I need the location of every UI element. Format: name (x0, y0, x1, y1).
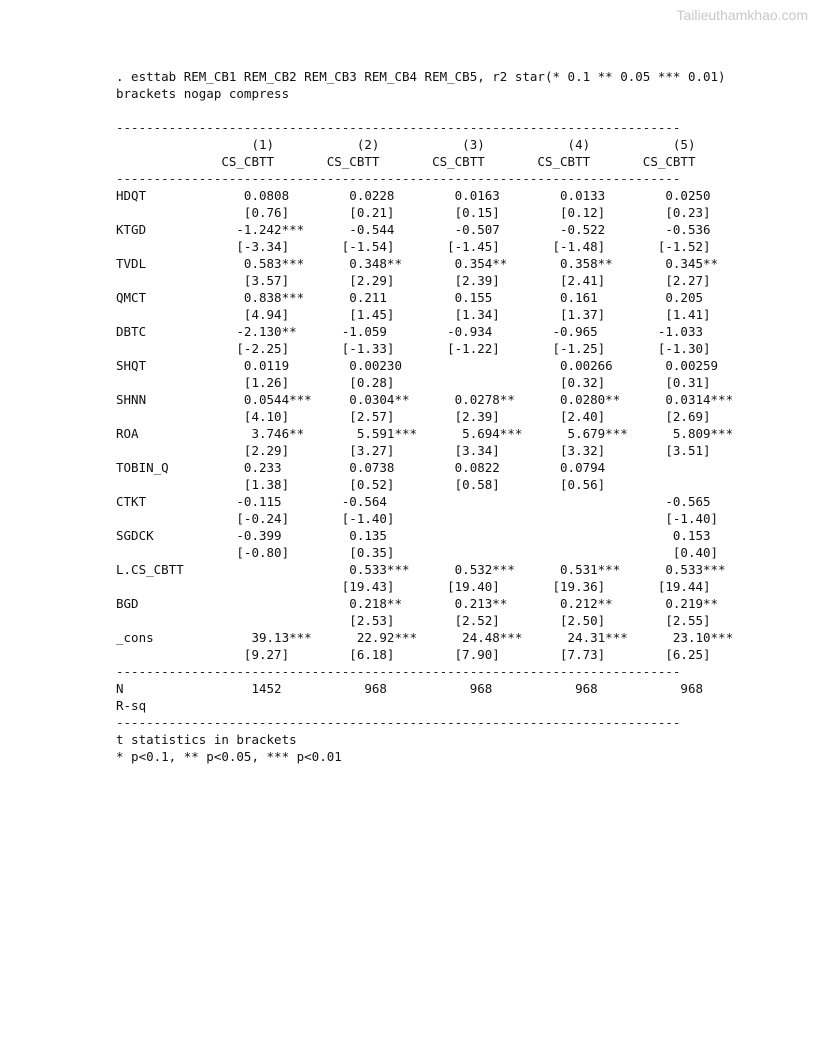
table-row: TOBIN_Q 0.233 0.0738 0.0822 0.0794 (116, 460, 606, 475)
table-row: QMCT 0.838*** 0.211 0.155 0.161 0.205 (116, 290, 703, 305)
stats-rule: --------------------------------------------------------------------------- (116, 664, 681, 679)
table-row: _cons 39.13*** 22.92*** 24.48*** 24.31*** 23.10*** (116, 630, 734, 645)
table-row: [-2.25] [-1.33] [-1.22] [-1.25] [-1.30] (116, 341, 711, 356)
table-row: SHNN 0.0544*** 0.0304** 0.0278** 0.0280** 0.0314*** (116, 392, 734, 407)
spacer (116, 102, 733, 119)
table-row: HDQT 0.0808 0.0228 0.0163 0.0133 0.0250 (116, 188, 711, 203)
table-row: SGDCK -0.399 0.135 0.153 (116, 528, 711, 543)
stata-output (116, 68, 733, 765)
table-row: [9.27] [6.18] [7.90] [7.73] [6.25] (116, 647, 711, 662)
table-row: [2.53] [2.52] [2.50] [2.55] (116, 613, 711, 628)
table-row: SHQT 0.0119 0.00230 0.00266 0.00259 (116, 358, 719, 373)
table-row: [-0.80] [0.35] [0.40] (116, 545, 719, 560)
table-row: L.CS_CBTT 0.533*** 0.532*** 0.531*** 0.533*** (116, 562, 726, 577)
table-row: TVDL 0.583*** 0.348** 0.354** 0.358** 0.345** (116, 256, 719, 271)
table-top-rule: --------------------------------------------------------------------------- (116, 120, 681, 135)
command-line-1: . esttab REM_CB1 REM_CB2 REM_CB3 REM_CB4 REM_CB5, r2 star(* 0.1 ** 0.05 *** 0.01) (116, 69, 726, 84)
table-row: ROA 3.746** 5.591*** 5.694*** 5.679*** 5.809*** (116, 426, 734, 441)
command-line-2: brackets nogap compress (116, 86, 290, 101)
table-row: [1.26] [0.28] [0.32] [0.31] (116, 375, 711, 390)
footnote-t-stats: t statistics in brackets (116, 732, 297, 747)
table-row: [19.43] [19.40] [19.36] [19.44] (116, 579, 711, 594)
table-row: [-0.24] [-1.40] [-1.40] (116, 511, 719, 526)
header-rule: --------------------------------------------------------------------------- (116, 171, 681, 186)
table-row: [1.38] [0.52] [0.58] [0.56] (116, 477, 606, 492)
table-row: [4.94] [1.45] [1.34] [1.37] [1.41] (116, 307, 711, 322)
table-row: CTKT -0.115 -0.564 -0.565 (116, 494, 711, 509)
r-squared-row: R-sq (116, 698, 147, 713)
table-bottom-rule: --------------------------------------------------------------------------- (116, 715, 681, 730)
column-names-header: CS_CBTT CS_CBTT CS_CBTT CS_CBTT CS_CBTT (116, 154, 696, 169)
table-row: DBTC -2.130** -1.059 -0.934 -0.965 -1.033 (116, 324, 703, 339)
table-row: [-3.34] [-1.54] [-1.45] [-1.48] [-1.52] (116, 239, 711, 254)
watermark-text: Tailieuthamkhao.com (676, 7, 808, 23)
table-row: [3.57] [2.29] [2.39] [2.41] [2.27] (116, 273, 711, 288)
table-row: BGD 0.218** 0.213** 0.212** 0.219** (116, 596, 719, 611)
table-row: [4.10] [2.57] [2.39] [2.40] [2.69] (116, 409, 711, 424)
table-row: KTGD -1.242*** -0.544 -0.507 -0.522 -0.536 (116, 222, 711, 237)
table-row: [2.29] [3.27] [3.34] [3.32] [3.51] (116, 443, 711, 458)
footnote-significance: * p<0.1, ** p<0.05, *** p<0.01 (116, 749, 342, 764)
column-numbers-header: (1) (2) (3) (4) (5) (116, 137, 696, 152)
n-observations-row: N 1452 968 968 968 968 (116, 681, 703, 696)
regression-table-body (116, 187, 733, 663)
table-row: [0.76] [0.21] [0.15] [0.12] [0.23] (116, 205, 711, 220)
